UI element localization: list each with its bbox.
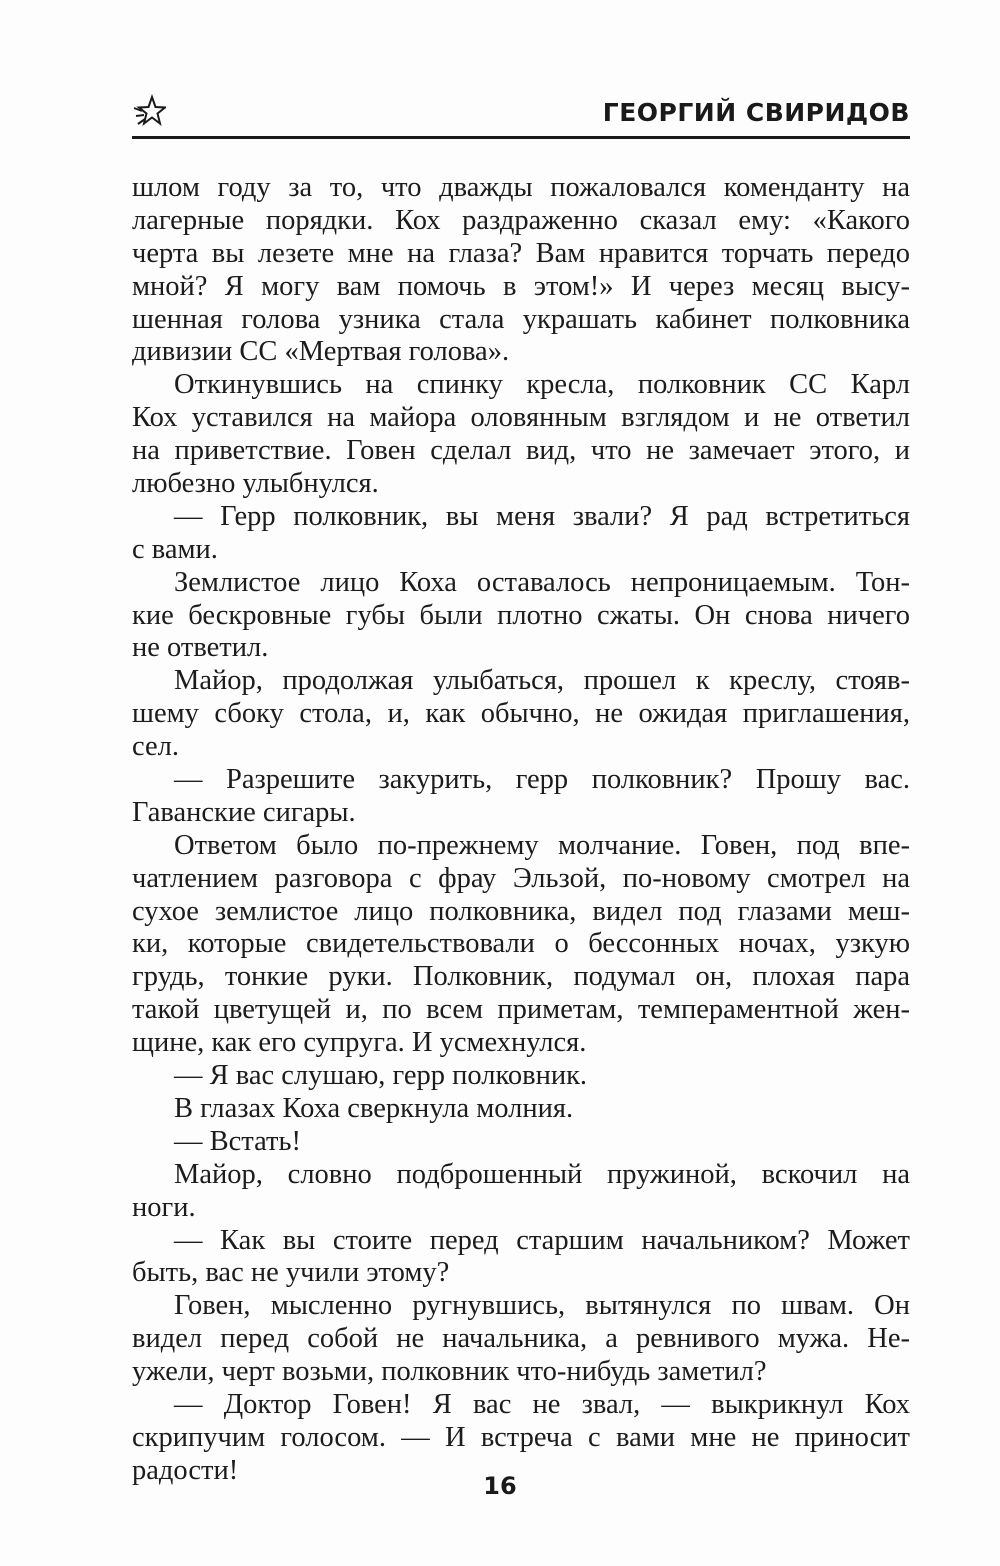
text-line: радости! [132, 1454, 239, 1486]
text-line: шенная голова узника стала украшать кабинет полковника [132, 303, 910, 335]
text-line: любезно улыбнулся. [132, 468, 379, 500]
text-line: черта вы лезете мне на глаза? Вам нравится торчать передо [132, 237, 910, 269]
text-line: Землистое лицо Коха оставалось непроницаемым. Тон- [174, 566, 910, 598]
text-line: шему сбоку стола, и, как обычно, не ожидая приглашения, [132, 698, 910, 730]
text-line: на приветствие. Говен сделал вид, что не замечает этого, и [132, 435, 910, 467]
text-line: сухое землистое лицо полковника, видел под глазами меш- [132, 895, 910, 927]
text-line: дивизии СС «Мертвая голова». [132, 336, 510, 368]
text-line: Откинувшись на спинку кресла, полковник СС Карл [174, 369, 910, 401]
text-line: Гаванские сигары. [132, 796, 356, 828]
text-line: шлом году за то, что дважды пожаловался коменданту на [132, 172, 910, 203]
text-line: — Встать! [174, 1125, 301, 1157]
text-line: щине, как его супруга. И усмехнулся. [132, 1027, 587, 1059]
text-line: — Доктор Говен! Я вас не звал, — выкрикнул Кох [174, 1388, 910, 1420]
text-line: быть, вас не учили этому? [132, 1257, 450, 1289]
text-line: Говен, мысленно ругнувшись, вытянулся по швам. Он [174, 1290, 910, 1322]
header-divider [132, 136, 910, 139]
text-line: такой цветущей и, по всем приметам, темпераментной жен- [132, 994, 910, 1026]
text-line: В глазах Коха сверкнула молния. [174, 1092, 574, 1124]
text-line: сел. [132, 731, 179, 763]
text-line: ужели, черт возьми, полковник что-нибудь заметил? [132, 1356, 767, 1388]
running-header [132, 92, 910, 138]
text-line: ки, которые свидетельствовали о бессонных ночах, узкую [132, 928, 910, 960]
text-line: скрипучим голосом. — И встреча с вами мне не приносит [132, 1421, 910, 1453]
text-line: Кох уставился на майора оловянным взглядом и не ответил [132, 402, 910, 434]
star-outline-icon [132, 94, 166, 128]
author-name: ГЕОРГИЙ СВИРИДОВ [602, 98, 910, 127]
page-number: 16 [483, 1472, 517, 1500]
page-body-text [132, 172, 910, 1488]
text-line: — Как вы стоите перед старшим начальником? Может [174, 1224, 910, 1256]
text-line: с вами. [132, 533, 218, 565]
text-line: кие бескровные губы были плотно сжаты. Он снова ничего [132, 599, 910, 631]
text-line: чатлением разговора с фрау Эльзой, по-новому смотрел на [132, 862, 910, 894]
text-line: — Герр полковник, вы меня звали? Я рад встретиться [174, 500, 910, 532]
text-line: грудь, тонкие руки. Полковник, подумал он, плохая пара [132, 961, 910, 993]
text-line: видел перед собой не начальника, а ревнивого мужа. Не- [132, 1323, 910, 1355]
text-line: Майор, продолжая улыбаться, прошел к креслу, стояв- [174, 665, 910, 697]
text-line: — Я вас слушаю, герр полковник. [174, 1060, 588, 1092]
text-line: — Разрешите закурить, герр полковник? Прошу вас. [174, 764, 910, 796]
text-line: мной? Я могу вам помочь в этом!» И через месяц высу- [132, 270, 910, 302]
text-line: Майор, словно подброшенный пружиной, вскочил на [174, 1158, 910, 1190]
text-line: не ответил. [132, 632, 269, 664]
text-line: ноги. [132, 1191, 196, 1223]
text-line: Ответом было по-прежнему молчание. Говен, под впе- [174, 829, 910, 861]
text-line: лагерные порядки. Кох раздраженно сказал ему: «Какого [132, 204, 910, 236]
